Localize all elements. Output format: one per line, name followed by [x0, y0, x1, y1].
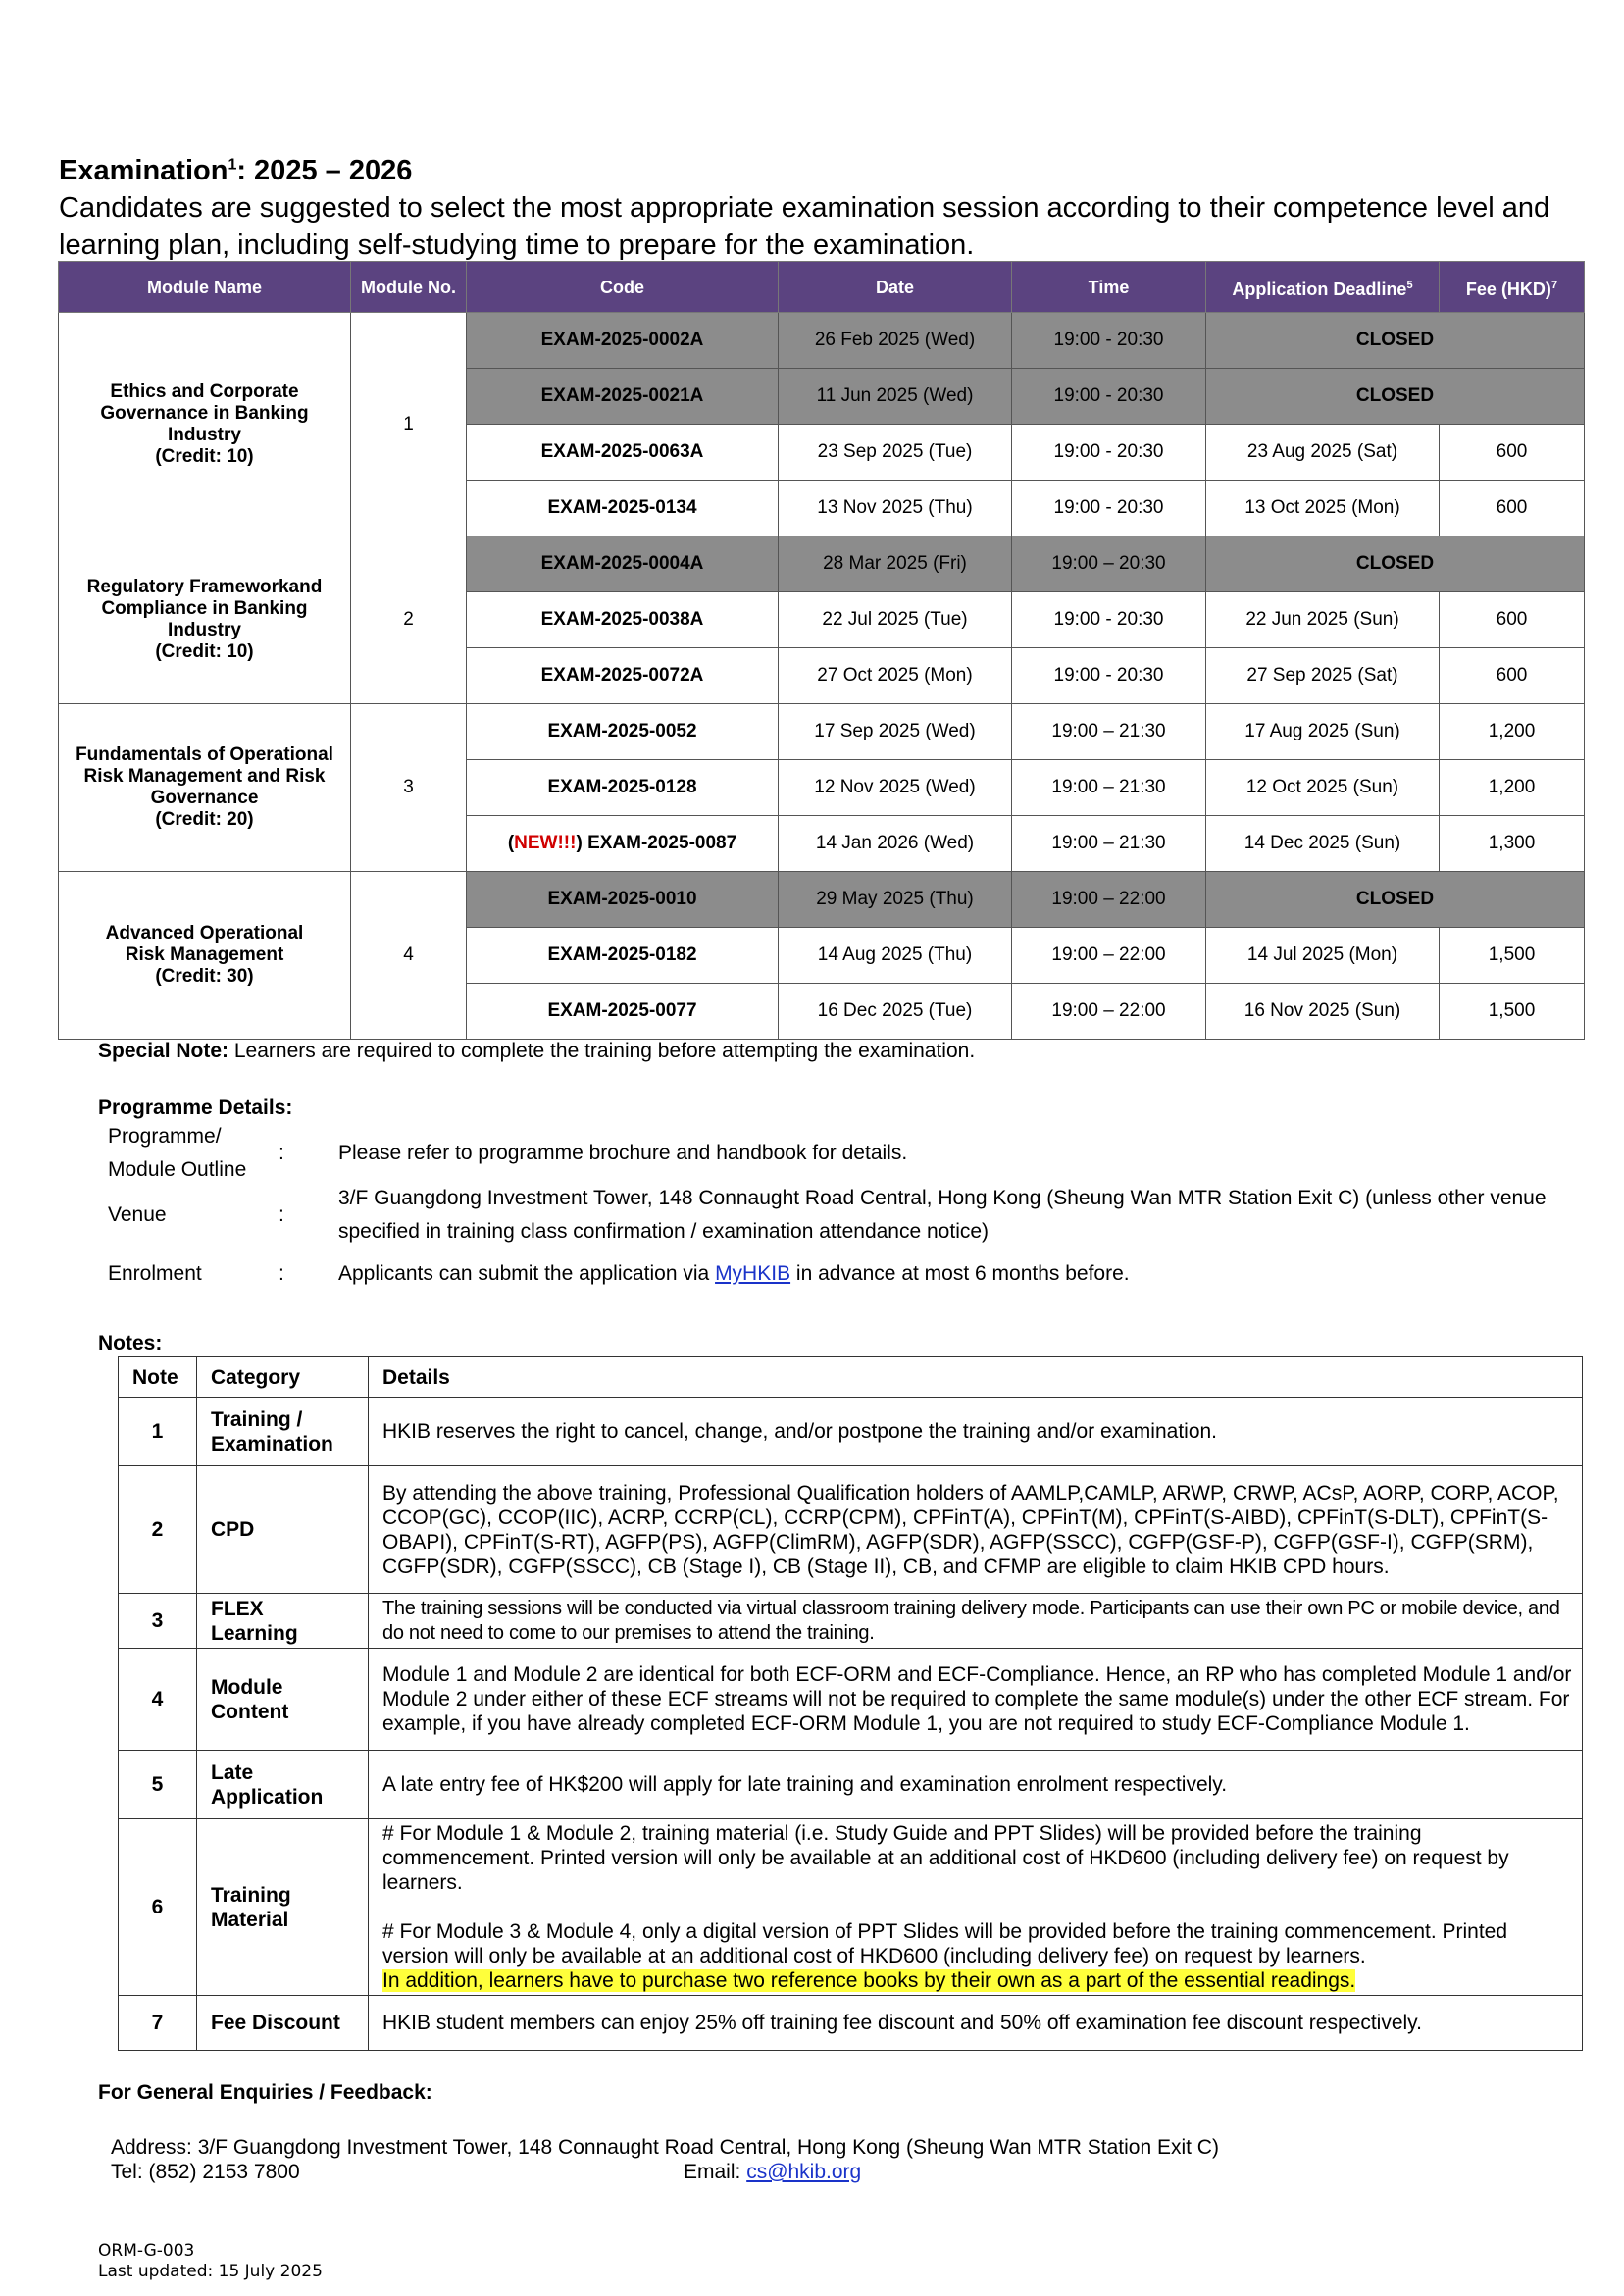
enrolment-label: Enrolment — [108, 1262, 202, 1285]
note-row — [119, 1819, 1583, 1996]
exam-code: EXAM-2025-0134 — [467, 481, 779, 536]
exam-date: 12 Nov 2025 (Wed) — [779, 760, 1012, 816]
col-deadline: Application Deadline$^5$ — [1206, 262, 1440, 313]
exam-code: EXAM-2025-0052 — [467, 704, 779, 760]
closed-status: CLOSED — [1206, 369, 1585, 425]
note-category: Module Content — [197, 1649, 369, 1751]
application-deadline: 27 Sep 2025 (Sat) — [1206, 648, 1440, 704]
note-category: CPD — [197, 1466, 369, 1594]
myhkib-link[interactable]: MyHKIB — [715, 1262, 791, 1285]
application-deadline: 22 Jun 2025 (Sun) — [1206, 592, 1440, 648]
exam-fee: 600 — [1440, 592, 1585, 648]
exam-date: 14 Aug 2025 (Thu) — [779, 928, 1012, 984]
exam-date: 28 Mar 2025 (Fri) — [779, 536, 1012, 592]
note-number: 1 — [119, 1398, 197, 1466]
col-module-name: Module Name — [59, 262, 351, 313]
exam-time: 19:00 - 20:30 — [1012, 425, 1206, 481]
exam-fee: 1,500 — [1440, 928, 1585, 984]
exam-time: 19:00 - 20:30 — [1012, 369, 1206, 425]
closed-status: CLOSED — [1206, 872, 1585, 928]
notes-title: Notes: — [98, 1332, 163, 1354]
application-deadline: 13 Oct 2025 (Mon) — [1206, 481, 1440, 536]
exam-time: 19:00 – 21:30 — [1012, 816, 1206, 872]
exam-code: EXAM-2025-0021A — [467, 369, 779, 425]
module-number: 4 — [351, 872, 467, 1040]
enquiries-tel: Tel: (852) 2153 7800 — [111, 2161, 300, 2183]
note-details-highlight: In addition, learners have to purchase two reference books by their own as a part of the essential readings. — [382, 1969, 1356, 1992]
note-number: 3 — [119, 1594, 197, 1649]
special-note: Special Note: Learners are required to complete the training before attempting the examination. — [98, 1040, 976, 1062]
module-number: 2 — [351, 536, 467, 704]
exam-fee: 600 — [1440, 648, 1585, 704]
exam-time: 19:00 - 20:30 — [1012, 313, 1206, 369]
intro-text: Candidates are suggested to select the most appropriate examination session according to their competence level and learning plan, including self-studying time to prepare for the examination. — [59, 192, 1550, 261]
note-row — [119, 1996, 1583, 2051]
note-row — [119, 1751, 1583, 1819]
note-details: Module 1 and Module 2 are identical for both ECF-ORM and ECF-Compliance. Hence, an RP who has completed Module 1 and/or Module 2 under either of these ECF streams will not be required to complete the same module(s) under the other ECF stream. For example, if you have already completed ECF-ORM Module 1, you are not required to study ECF-Compliance Module 1. — [369, 1649, 1583, 1751]
venue-value: 3/F Guangdong Investment Tower, 148 Connaught Road Central, Hong Kong (Sheung Wan MTR Station Exit C) (unless other venue specified in training class confirmation / examination attendance notice) — [338, 1187, 1547, 1243]
application-deadline: 14 Dec 2025 (Sun) — [1206, 816, 1440, 872]
exam-date: 13 Nov 2025 (Thu) — [779, 481, 1012, 536]
exam-code: EXAM-2025-0038A — [467, 592, 779, 648]
note-details: By attending the above training, Professional Qualification holders of AAMLP,CAMLP, ARWP, CRWP, ACsP, AORP, CORP, ACOP, CCOP(GC), CCOP(IIC), ACRP, CCRP(CL), CCRP(CPM), CPFinT(A), CPFinT(M), CPFinT(S-AIBD), CPFinT(S-DLT), CPFinT(S-OBAPI), CPFinT(S-RT), AGFP(PS), AGFP(ClimRM), AGFP(SDR), AGFP(SSCC), CGFP(GSF-P), CGFP(GSF-I), CGFP(SRM), CGFP(SDR), CGFP(SSCC), CB (Stage I), CB (Stage II), CB, and CFMP are eligible to claim HKIB CPD hours. — [369, 1466, 1583, 1594]
notes-table — [118, 1356, 1583, 2051]
note-row — [119, 1649, 1583, 1751]
note-row — [119, 1466, 1583, 1594]
exam-code: (NEW!!!) EXAM-2025-0087 — [467, 816, 779, 872]
note-category: Training Material — [197, 1819, 369, 1996]
outline-colon: : — [279, 1142, 284, 1164]
exam-code: EXAM-2025-0182 — [467, 928, 779, 984]
programme-details-title: Programme Details: — [98, 1097, 293, 1119]
enquiries-title: For General Enquiries / Feedback: — [98, 2081, 432, 2104]
note-number: 5 — [119, 1751, 197, 1819]
exam-fee: 1,200 — [1440, 704, 1585, 760]
exam-header-row — [59, 262, 1585, 313]
exam-date: 22 Jul 2025 (Tue) — [779, 592, 1012, 648]
note-details: HKIB student members can enjoy 25% off training fee discount and 50% off examination fee discount respectively. — [369, 1996, 1583, 2051]
exam-code: EXAM-2025-0063A — [467, 425, 779, 481]
note-row — [119, 1594, 1583, 1649]
exam-time: 19:00 – 21:30 — [1012, 760, 1206, 816]
col-code: Code — [467, 262, 779, 313]
exam-code: EXAM-2025-0010 — [467, 872, 779, 928]
application-deadline: 12 Oct 2025 (Sun) — [1206, 760, 1440, 816]
exam-time: 19:00 – 21:30 — [1012, 704, 1206, 760]
module-name: Advanced Operational Risk Management (Credit: 30) — [59, 872, 351, 1040]
exam-date: 16 Dec 2025 (Tue) — [779, 984, 1012, 1040]
venue-colon: : — [279, 1203, 284, 1226]
exam-date: 29 May 2025 (Thu) — [779, 872, 1012, 928]
module-name: Regulatory Frameworkand Compliance in Banking Industry (Credit: 10) — [59, 536, 351, 704]
exam-time: 19:00 – 22:00 — [1012, 928, 1206, 984]
enquiries-address: Address: 3/F Guangdong Investment Tower, 148 Connaught Road Central, Hong Kong (Sheung Wan MTR Station Exit C) — [111, 2136, 1219, 2159]
exam-session-row — [59, 313, 1585, 369]
exam-date: 27 Oct 2025 (Mon) — [779, 648, 1012, 704]
exam-fee: 1,500 — [1440, 984, 1585, 1040]
note-row — [119, 1398, 1583, 1466]
exam-time: 19:00 - 20:30 — [1012, 481, 1206, 536]
note-details: A late entry fee of HK$200 will apply for late training and examination enrolment respectively. — [369, 1751, 1583, 1819]
enrolment-colon: : — [279, 1262, 284, 1285]
exam-code: EXAM-2025-0128 — [467, 760, 779, 816]
application-deadline: 17 Aug 2025 (Sun) — [1206, 704, 1440, 760]
note-details-b: # For Module 3 & Module 4, only a digital version of PPT Slides will be provided before the training commencement. Printed version will only be available at an additional cost of HKD600 (including delivery fee) on request by learners. — [382, 1920, 1508, 1967]
module-number: 1 — [351, 313, 467, 536]
exam-session-row — [59, 872, 1585, 928]
note-details-a: # For Module 1 & Module 2, training material (i.e. Study Guide and PPT Slides) will be provided before the training commencement. Printed version will only be available at an additional cost of HKD600 (including delivery fee) on request by learners. — [382, 1822, 1509, 1894]
exam-code: EXAM-2025-0077 — [467, 984, 779, 1040]
exam-schedule-table — [58, 261, 1585, 1040]
outline-label: Programme/ Module Outline — [108, 1125, 247, 1181]
exam-date: 17 Sep 2025 (Wed) — [779, 704, 1012, 760]
module-name: Fundamentals of Operational Risk Management and Risk Governance (Credit: 20) — [59, 704, 351, 872]
exam-time: 19:00 - 20:30 — [1012, 648, 1206, 704]
note-number: 4 — [119, 1649, 197, 1751]
footer — [98, 2241, 323, 2282]
module-name: Ethics and Corporate Governance in Banking Industry (Credit: 10) — [59, 313, 351, 536]
exam-fee: 600 — [1440, 481, 1585, 536]
exam-time: 19:00 – 22:00 — [1012, 984, 1206, 1040]
notes-col-note: Note — [119, 1357, 197, 1398]
col-date: Date — [779, 262, 1012, 313]
application-deadline: 16 Nov 2025 (Sun) — [1206, 984, 1440, 1040]
note-category: Training / Examination — [197, 1398, 369, 1466]
exam-session-row — [59, 704, 1585, 760]
col-time: Time — [1012, 262, 1206, 313]
exam-date: 11 Jun 2025 (Wed) — [779, 369, 1012, 425]
page-title: Examination$^1$: 2025 – 2026 — [59, 155, 413, 186]
closed-status: CLOSED — [1206, 313, 1585, 369]
exam-session-row — [59, 536, 1585, 592]
enrolment-value: Applicants can submit the application via MyHKIB in advance at most 6 months before. — [338, 1262, 1130, 1285]
exam-date: 14 Jan 2026 (Wed) — [779, 816, 1012, 872]
email-link[interactable]: cs@hkib.org — [746, 2161, 862, 2183]
note-number: 6 — [119, 1819, 197, 1996]
col-fee: Fee (HKD)$^7$ — [1440, 262, 1585, 313]
note-details: HKIB reserves the right to cancel, change, and/or postpone the training and/or examination. — [369, 1398, 1583, 1466]
exam-code: EXAM-2025-0002A — [467, 313, 779, 369]
new-badge: NEW!!! — [514, 833, 577, 853]
exam-fee: 1,200 — [1440, 760, 1585, 816]
exam-date: 26 Feb 2025 (Wed) — [779, 313, 1012, 369]
notes-col-category: Category — [197, 1357, 369, 1398]
notes-col-details: Details — [369, 1357, 1583, 1398]
closed-status: CLOSED — [1206, 536, 1585, 592]
outline-value: Please refer to programme brochure and handbook for details. — [338, 1142, 908, 1164]
note-category: Fee Discount — [197, 1996, 369, 2051]
doc-code: ORM-G-003 — [98, 2241, 195, 2261]
exam-time: 19:00 – 20:30 — [1012, 536, 1206, 592]
col-module-no: Module No. — [351, 262, 467, 313]
exam-time: 19:00 - 20:30 — [1012, 592, 1206, 648]
note-details — [369, 1819, 1583, 1996]
exam-fee: 600 — [1440, 425, 1585, 481]
notes-header-row — [119, 1357, 1583, 1398]
note-number: 2 — [119, 1466, 197, 1594]
note-category: FLEX Learning — [197, 1594, 369, 1649]
note-number: 7 — [119, 1996, 197, 2051]
enquiries-email: Email: cs@hkib.org — [684, 2161, 862, 2183]
application-deadline: 14 Jul 2025 (Mon) — [1206, 928, 1440, 984]
application-deadline: 23 Aug 2025 (Sat) — [1206, 425, 1440, 481]
module-number: 3 — [351, 704, 467, 872]
note-category: Late Application — [197, 1751, 369, 1819]
last-updated: Last updated: 15 July 2025 — [98, 2262, 323, 2281]
venue-label: Venue — [108, 1203, 167, 1226]
exam-fee: 1,300 — [1440, 816, 1585, 872]
exam-code: EXAM-2025-0004A — [467, 536, 779, 592]
note-details: The training sessions will be conducted via virtual classroom training delivery mode. Participants can use their own PC or mobile device, and do not need to come to our premises to attend the training. — [369, 1594, 1583, 1649]
exam-code: EXAM-2025-0072A — [467, 648, 779, 704]
exam-time: 19:00 – 22:00 — [1012, 872, 1206, 928]
exam-date: 23 Sep 2025 (Tue) — [779, 425, 1012, 481]
